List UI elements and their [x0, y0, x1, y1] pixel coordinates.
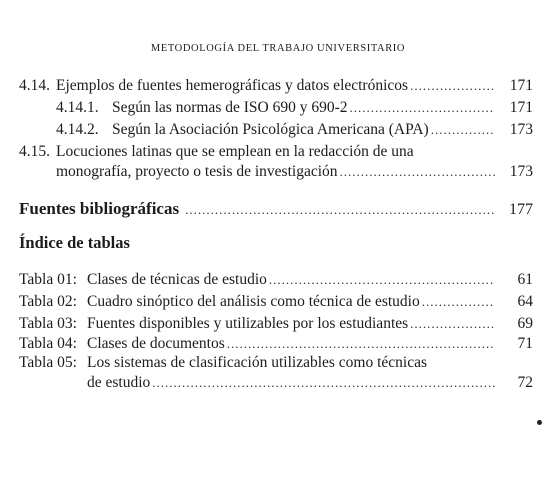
toc-entry-number: 4.15.: [19, 143, 50, 160]
toc-entry-text: Locuciones latinas que se emplean en la redacción de una: [56, 143, 414, 160]
table-entry-text: Clases de técnicas de estudio: [87, 271, 267, 288]
toc-entry-text-continued: monografía, proyecto o tesis de investigación: [56, 163, 338, 180]
dot-leader: [227, 334, 495, 354]
toc-entry-4-14-2: [56, 120, 533, 140]
toc-entry-page: 173: [509, 121, 533, 138]
toc-entry-number: 4.14.: [19, 77, 50, 94]
toc-entry-page: 177: [509, 201, 533, 218]
dot-leader: [410, 314, 495, 334]
toc-entry-text: Según las normas de ISO 690 y 690-2: [112, 99, 348, 116]
toc-entry-text: Ejemplos de fuentes hemerográficas y datos electrónicos: [56, 77, 409, 94]
table-entry-text: Fuentes disponibles y utilizables por los estudiantes: [87, 315, 409, 332]
toc-entry-number: 4.14.2.: [56, 121, 99, 138]
table-entry-text: Cuadro sinóptico del análisis como técnica de estudio: [87, 293, 420, 310]
table-entry-text: Clases de documentos: [87, 335, 225, 352]
table-entry-03: [19, 314, 533, 334]
table-entry-text: Los sistemas de clasificación utilizables como técnicas: [87, 354, 428, 371]
toc-entry-page: 173: [509, 163, 533, 180]
table-entry-page: 69: [517, 315, 533, 332]
toc-entry-bibliography: [19, 199, 533, 220]
table-entry-label: Tabla 04:: [19, 335, 77, 352]
toc-entry-page: 171: [509, 77, 533, 94]
table-entry-label: Tabla 05:: [19, 354, 77, 371]
table-entry-text-continued: de estudio: [87, 374, 151, 391]
dot-leader: [185, 200, 495, 220]
dot-leader: [431, 120, 495, 140]
toc-entry-text: Según la Asociación Psicológica Americana (APA): [112, 121, 429, 138]
toc-entry-4-15-line2: [56, 162, 533, 182]
table-entry-02: [19, 292, 533, 312]
table-entry-page: 71: [517, 335, 533, 352]
dot-leader: [340, 162, 495, 182]
ink-speck: [537, 420, 542, 425]
toc-entry-text: Fuentes bibliográficas: [19, 199, 180, 218]
toc-entry-4-14-1: [56, 98, 533, 118]
toc-entry-4-15-line1: [19, 142, 414, 162]
table-entry-label: Tabla 02:: [19, 293, 77, 310]
table-entry-04: [19, 334, 533, 354]
running-header: METODOLOGÍA DEL TRABAJO UNIVERSITARIO: [150, 43, 406, 54]
table-entry-page: 61: [517, 271, 533, 288]
table-entry-05-line1: [19, 353, 427, 373]
dot-leader: [269, 270, 495, 290]
table-entry-label: Tabla 03:: [19, 315, 77, 332]
toc-entry-number: 4.14.1.: [56, 99, 99, 116]
dot-leader: [152, 373, 495, 393]
section-heading-tables: Índice de tablas: [19, 233, 130, 252]
toc-entry-4-14: [19, 76, 533, 96]
dot-leader: [350, 98, 496, 118]
table-entry-05-line2: [87, 373, 533, 393]
dot-leader: [410, 76, 495, 96]
table-entry-01: [19, 270, 533, 290]
table-entry-label: Tabla 01:: [19, 271, 77, 288]
table-entry-page: 64: [517, 293, 533, 310]
table-entry-page: 72: [517, 374, 533, 391]
toc-entry-page: 171: [509, 99, 533, 116]
dot-leader: [422, 292, 495, 312]
